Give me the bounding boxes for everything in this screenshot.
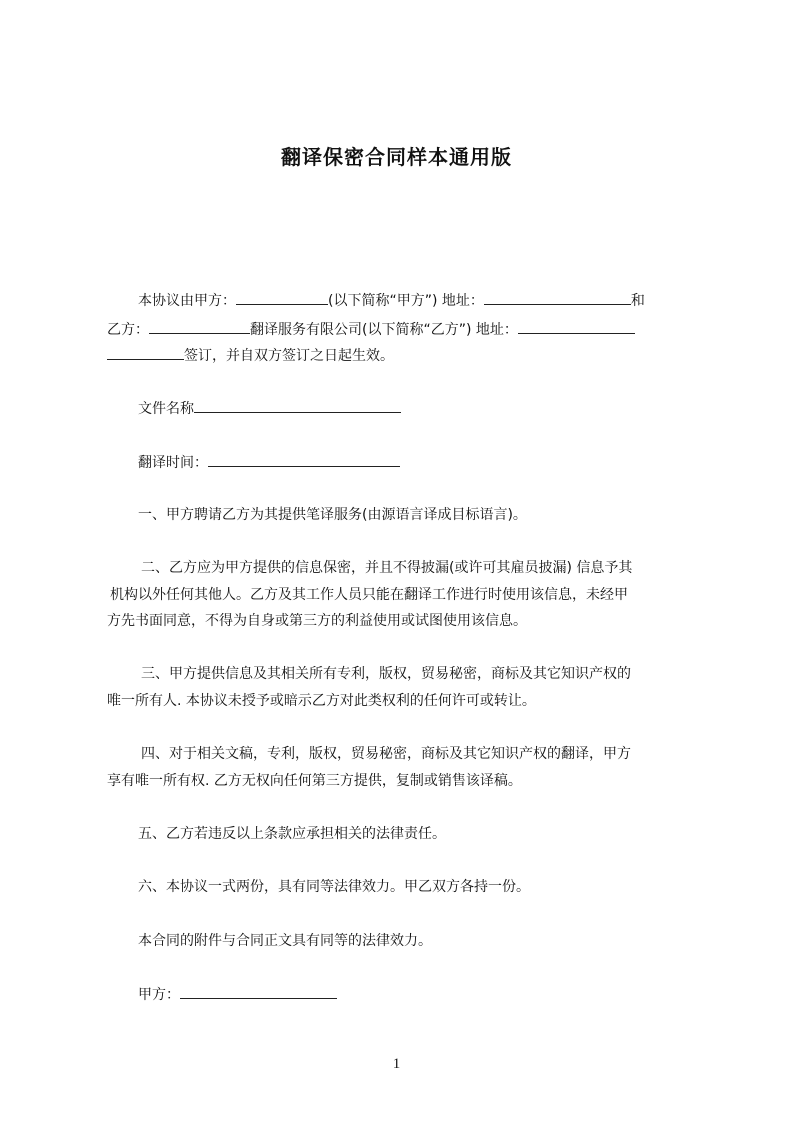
intro-effective: 签订，并自双方签订之日起生效。	[184, 348, 394, 364]
party-a-label: 甲方：	[138, 987, 180, 1003]
intro-line-2	[107, 320, 635, 339]
clause-2-line-3: 方先书面同意，不得为自身或第三方的利益使用或试图使用该信息。	[107, 613, 527, 629]
intro-abbrev-a: (以下简称“甲方”) 地址：	[328, 293, 484, 309]
clause-6: 六、本协议一式两份，具有同等法律效力。甲乙双方各持一份。	[138, 879, 530, 895]
party-a-signature-field	[138, 985, 337, 1004]
clause-3-line-2: 唯一所有人. 本协议未授予或暗示乙方对此类权利的任何许可或转让。	[107, 693, 536, 709]
file-name-blank[interactable]	[194, 399, 401, 413]
translate-time-field	[138, 453, 400, 472]
intro-party-a-label: 本协议由甲方：	[138, 293, 236, 309]
document-title: 翻译保密合同样本通用版	[281, 145, 512, 169]
party-b-address-blank-cont[interactable]	[107, 346, 184, 360]
clause-3-line-1: 三、甲方提供信息及其相关所有专利，版权，贸易秘密，商标及其它知识产权的	[141, 666, 631, 682]
clause-4-line-1: 四、对于相关文稿，专利，版权，贸易秘密，商标及其它知识产权的翻译，甲方	[141, 746, 631, 762]
page-number: 1	[392, 1056, 401, 1072]
intro-abbrev-b: 翻译服务有限公司(以下简称“乙方”) 地址：	[250, 322, 518, 338]
clause-2-line-1: 二、乙方应为甲方提供的信息保密，并且不得披漏(或许可其雇员披漏) 信息予其	[141, 560, 633, 576]
party-a-signature-blank[interactable]	[180, 985, 337, 999]
clause-4-line-2: 享有唯一所有权. 乙方无权向任何第三方提供，复制或销售该译稿。	[107, 773, 522, 789]
attachment-note: 本合同的附件与合同正文具有同等的法律效力。	[138, 933, 432, 949]
file-name-field	[138, 399, 401, 418]
intro-line-3	[107, 346, 394, 365]
intro-and: 和	[630, 293, 645, 309]
intro-party-b-label: 乙方：	[107, 322, 149, 338]
translate-time-blank[interactable]	[208, 453, 400, 467]
party-b-address-blank[interactable]	[518, 320, 635, 334]
intro-line-1	[138, 291, 645, 310]
clause-5: 五、乙方若违反以上条款应承担相关的法律责任。	[138, 826, 446, 842]
party-b-name-blank[interactable]	[149, 320, 250, 334]
party-a-address-blank[interactable]	[484, 291, 631, 305]
file-name-label: 文件名称	[138, 401, 194, 417]
clause-2-line-2: 机构以外任何其他人。乙方及其工作人员只能在翻译工作进行时使用该信息，未经甲	[110, 587, 628, 603]
translate-time-label: 翻译时间：	[138, 455, 208, 471]
party-a-name-blank[interactable]	[236, 291, 328, 305]
clause-1: 一、甲方聘请乙方为其提供笔译服务(由源语言译成目标语言)。	[138, 507, 527, 523]
